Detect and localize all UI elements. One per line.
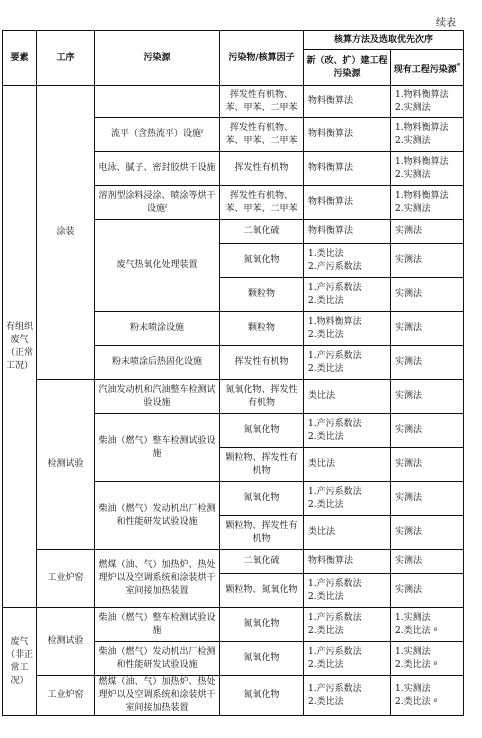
new-method-cell: 物料衡算法 xyxy=(304,550,391,574)
pollutant-cell: 颗粒物、挥发性有机物 xyxy=(220,516,304,550)
existing-method-cell: 实测法 xyxy=(391,448,464,482)
source-cell: 汽油发动机和汽油整车检测试验设施 xyxy=(95,380,220,414)
element-cell: 有组织废气（正常工况） xyxy=(3,86,37,608)
existing-method-cell: 实测法 xyxy=(391,574,464,608)
existing-method-cell: 1.物料衡算法 2.实测法 xyxy=(391,86,464,118)
existing-method-cell: 实测法 xyxy=(391,550,464,574)
existing-method-cell: 实测法 xyxy=(391,516,464,550)
existing-method-cell: 1.物料衡算法 2.实测法 xyxy=(391,152,464,186)
new-method-cell: 类比法 xyxy=(304,516,391,550)
process-cell: 检测试验 xyxy=(37,608,95,676)
existing-method-cell: 1.实测法 2.类比法 ᵍ xyxy=(391,642,464,676)
pollutant-cell: 挥发性有机物、苯、甲苯、二甲苯 xyxy=(220,118,304,152)
new-method-cell: 物料衡算法 xyxy=(304,118,391,152)
table-row xyxy=(3,550,464,574)
new-method-cell: 1.产污系数法 2.类比法 xyxy=(304,574,391,608)
table-row xyxy=(3,86,464,118)
existing-method-cell: 实测法 xyxy=(391,244,464,278)
existing-method-cell: 实测法 xyxy=(391,278,464,312)
pollutant-cell: 颗粒物、挥发性有机物 xyxy=(220,448,304,482)
pollutant-cell: 挥发性有机物 xyxy=(220,152,304,186)
existing-method-cell: 1.实测法 2.类比法 ᵍ xyxy=(391,608,464,642)
pollutant-cell: 颗粒物 xyxy=(220,312,304,346)
source-cell: 燃煤（油、气）加热炉、热处理炉以及空调系统和涂装烘干室间接加热装置 xyxy=(95,550,220,608)
table-row xyxy=(3,676,464,716)
header-source: 污染源 xyxy=(95,31,220,86)
new-method-cell: 1.产污系数法 2.类比法 xyxy=(304,346,391,380)
pollutant-cell: 颗粒物、氮氧化物 xyxy=(220,574,304,608)
pollutant-cell: 二氧化硫 xyxy=(220,220,304,244)
process-cell: 检测试验 xyxy=(37,380,95,550)
pollutant-cell: 氮氧化物 xyxy=(220,482,304,516)
pollutant-cell: 氮氧化物 xyxy=(220,244,304,278)
existing-method-cell: 实测法 xyxy=(391,380,464,414)
existing-method-cell: 实测法 xyxy=(391,414,464,448)
new-method-cell: 物料衡算法 xyxy=(304,152,391,186)
new-method-cell: 物料衡算法 xyxy=(304,220,391,244)
pollutant-cell: 挥发性有机物、苯、甲苯、二甲苯 xyxy=(220,186,304,220)
existing-method-cell: 实测法 xyxy=(391,482,464,516)
new-method-cell: 类比法 xyxy=(304,448,391,482)
new-method-cell: 1.产污系数法 2.类比法 xyxy=(304,676,391,716)
pollutant-cell: 氮氧化物、挥发性有机物 xyxy=(220,380,304,414)
header-pollutant: 污染物/核算因子 xyxy=(220,31,304,86)
table-row xyxy=(3,608,464,642)
pollutant-cell: 挥发性有机物 xyxy=(220,346,304,380)
source-cell: 燃煤（油、气）加热炉、热处理炉以及空调系统和涂装烘干室间接加热装置 xyxy=(95,676,220,716)
source-cell: 废气热氧化处理装置 xyxy=(95,220,220,312)
existing-method-cell: 1.实测法 2.类比法 ᵍ xyxy=(391,676,464,716)
process-cell: 工业炉窑 xyxy=(37,676,95,716)
pollutant-cell: 挥发性有机物、苯、甲苯、二甲苯 xyxy=(220,86,304,118)
new-method-cell: 1.产污系数法 2.类比法 xyxy=(304,642,391,676)
source-cell: 柴油（燃气）整车检测试验设施 xyxy=(95,414,220,482)
source-cell: 粉末喷涂设施 xyxy=(95,312,220,346)
process-cell: 工业炉窑 xyxy=(37,550,95,608)
header-existing-project: 现有工程污染源$^ᵉ$ xyxy=(391,50,464,86)
pollutant-cell: 氮氧化物 xyxy=(220,642,304,676)
existing-method-cell: 实测法 xyxy=(391,312,464,346)
pollutant-cell: 氮氧化物 xyxy=(220,676,304,716)
table-row xyxy=(3,380,464,414)
continued-label: 续表 xyxy=(436,18,456,29)
new-method-cell: 1.类比法 2.产污系数法 xyxy=(304,244,391,278)
new-method-cell: 1.产污系数法 2.类比法 xyxy=(304,608,391,642)
pollutant-cell: 颗粒物 xyxy=(220,278,304,312)
new-method-cell: 物料衡算法 xyxy=(304,86,391,118)
source-cell: 电泳、腻子、密封胶烘干设施 xyxy=(95,152,220,186)
source-cell xyxy=(95,86,220,118)
new-method-cell: 物料衡算法 xyxy=(304,186,391,220)
header-element: 要素 xyxy=(3,31,37,86)
new-method-cell: 类比法 xyxy=(304,380,391,414)
process-cell: 涂装 xyxy=(37,86,95,380)
header-method-group: 核算方法及选取优先次序 xyxy=(304,31,464,50)
new-method-cell: 1.物料衡算法 2.类比法 xyxy=(304,312,391,346)
source-cell: 粉末喷涂后热固化设施 xyxy=(95,346,220,380)
source-cell: 柴油（燃气）发动机出厂检测和性能研发试验设施 xyxy=(95,482,220,550)
pollutant-cell: 氮氧化物 xyxy=(220,414,304,448)
existing-method-cell: 实测法 xyxy=(391,346,464,380)
pollutant-cell: 氮氧化物 xyxy=(220,608,304,642)
new-method-cell: 1.产污系数法 2.类比法 xyxy=(304,414,391,448)
source-cell: 流平（含热流平）设施ᶠ xyxy=(95,118,220,152)
source-cell: 柴油（燃气）发动机出厂检测和性能研发试验设施 xyxy=(95,642,220,676)
existing-method-cell: 1.物料衡算法 2.实测法 xyxy=(391,186,464,220)
new-method-cell: 1.产污系数法 2.类比法 xyxy=(304,278,391,312)
element-cell: 废气（非正常工况） xyxy=(3,608,37,716)
existing-method-cell: 1.物料衡算法 2.实测法 xyxy=(391,118,464,152)
accounting-methods-table xyxy=(2,30,464,716)
source-cell: 柴油（燃气）整车检测试验设施 xyxy=(95,608,220,642)
new-method-cell: 1.产污系数法 2.类比法 xyxy=(304,482,391,516)
pollutant-cell: 二氧化硫 xyxy=(220,550,304,574)
existing-method-cell: 实测法 xyxy=(391,220,464,244)
header-process: 工序 xyxy=(37,31,95,86)
header-new-project: 新（改、扩）建工程污染源 xyxy=(304,50,391,86)
source-cell: 溶剂型涂料浸涂、喷涂等烘干设施ᶠ xyxy=(95,186,220,220)
